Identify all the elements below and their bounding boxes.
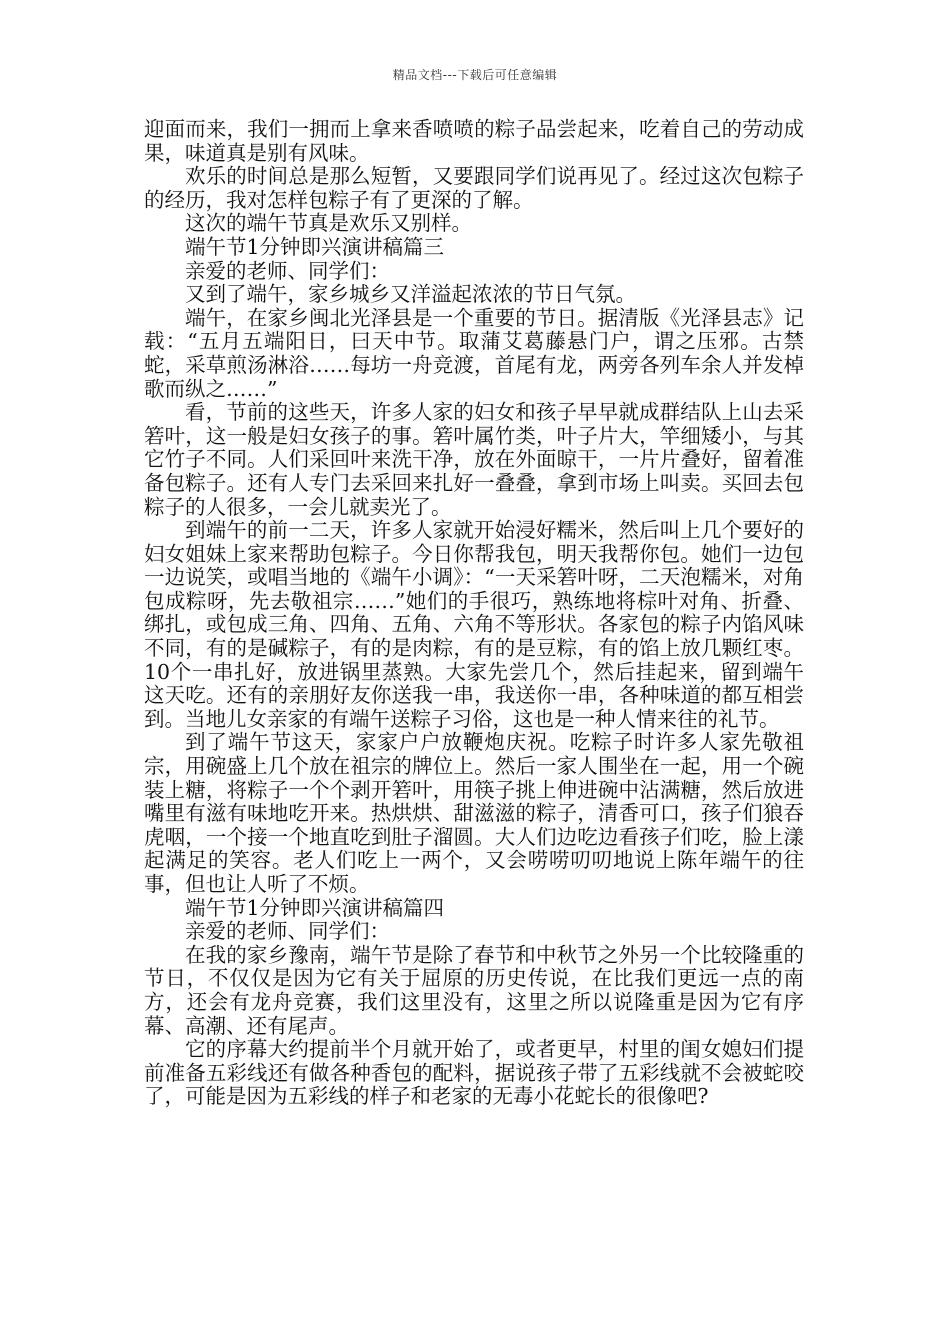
paragraph: 这次的端午节真是欢乐又别样。 bbox=[185, 211, 472, 236]
paragraph: 端午，在家乡闽北光泽县是一个重要的节日。据清版《光泽县志》记载：“五月五端阳日，曰天中节。取蒲艾葛藤悬门户，谓之压邪。古禁蛇，采草煎汤淋浴……每坊一舟竞渡，首尾有龙，两旁各列车余人并发棹歌而纵之……” bbox=[144, 305, 804, 401]
paragraph: 它的序幕大约提前半个月就开始了，或者更早，村里的闺女媳妇们提前准备五彩线还有做各种香包的配料，据说孩子带了五彩线就不会被蛇咬了，可能是因为五彩线的样子和老家的无毒小花蛇长的很像吧? bbox=[144, 1037, 804, 1109]
paragraph: 到端午的前一二天，许多人家就开始浸好糯米，然后叫上几个要好的妇女姐妹上家来帮助包粽子。今日你帮我包，明天我帮你包。她们一边包一边说笑，或唱当地的《端午小调》：“一天采箬叶呀，二天泡糯米，对角包成粽呀，先去敬祖宗……”她们的手很巧，熟练地将棕叶对角、折叠、绑扎，或包成三角、四角、五角、六角不等形状。各家包的粽子内馅风味不同，有的是碱粽子，有的是肉粽，有的是豆粽，有的馅上放几颗红枣。10个一串扎好，放进锅里蒸熟。大家先尝几个，然后挂起来，留到端午这天吃。还有的亲朋好友你送我一串，我送你一串，各种味道的都互相尝到。当地儿女亲家的有端午送粽子习俗，这也是一种人情来往的礼节。 bbox=[144, 518, 804, 731]
page-header: 精品文档---下载后可任意编辑 bbox=[392, 68, 558, 82]
paragraph: 看，节前的这些天，许多人家的妇女和孩子早早就成群结队上山去采箬叶，这一般是妇女孩子的事。箬叶属竹类，叶子片大，竿细矮小，与其它竹子不同。人们采回叶来洗干净，放在外面晾干，一片片叠好，留着准备包粽子。还有人专门去采回来扎好一叠叠，拿到市场上叫卖。买回去包粽子的人很多，一会儿就卖光了。 bbox=[144, 400, 804, 519]
paragraph: 在我的家乡豫南，端午节是除了春节和中秋节之外另一个比较隆重的节日，不仅仅是因为它有关于屈原的历史传说，在比我们更远一点的南方，还会有龙舟竞赛，我们这里没有，这里之所以说隆重是因为它有序幕、高潮、还有尾声。 bbox=[144, 942, 804, 1038]
section-title: 端午节1分钟即兴演讲稿篇三 bbox=[185, 234, 445, 259]
paragraph: 迎面而来，我们一拥而上拿来香喷喷的粽子品尝起来，吃着自己的劳动成果，味道真是别有风味。 bbox=[144, 117, 804, 165]
salutation: 亲爱的老师、同学们： bbox=[185, 258, 390, 283]
paragraph: 欢乐的时间总是那么短暂，又要跟同学们说再见了。经过这次包粽子的经历，我对怎样包粽子有了更深的了解。 bbox=[144, 164, 804, 212]
document-body bbox=[144, 118, 804, 1109]
paragraph: 又到了端午，家乡城乡又洋溢起浓浓的节日气氛。 bbox=[185, 282, 636, 307]
salutation: 亲爱的老师、同学们： bbox=[185, 919, 390, 944]
paragraph: 到了端午节这天，家家户户放鞭炮庆祝。吃粽子时许多人家先敬祖宗，用碗盛上几个放在祖宗的牌位上。然后一家人围坐在一起，用一个碗装上糖，将粽子一个个剥开箬叶，用筷子挑上伸进碗中沾满糖，然后放进嘴里有滋有味地吃开来。热烘烘、甜滋滋的粽子，清香可口，孩子们狼吞虎咽，一个接一个地直吃到肚子溜圆。大人们边吃边看孩子们吃，脸上漾起满足的笑容。老人们吃上一两个，又会唠唠叨叨地说上陈年端午的往事，但也让人听了不烦。 bbox=[144, 730, 804, 896]
section-title: 端午节1分钟即兴演讲稿篇四 bbox=[185, 895, 445, 920]
